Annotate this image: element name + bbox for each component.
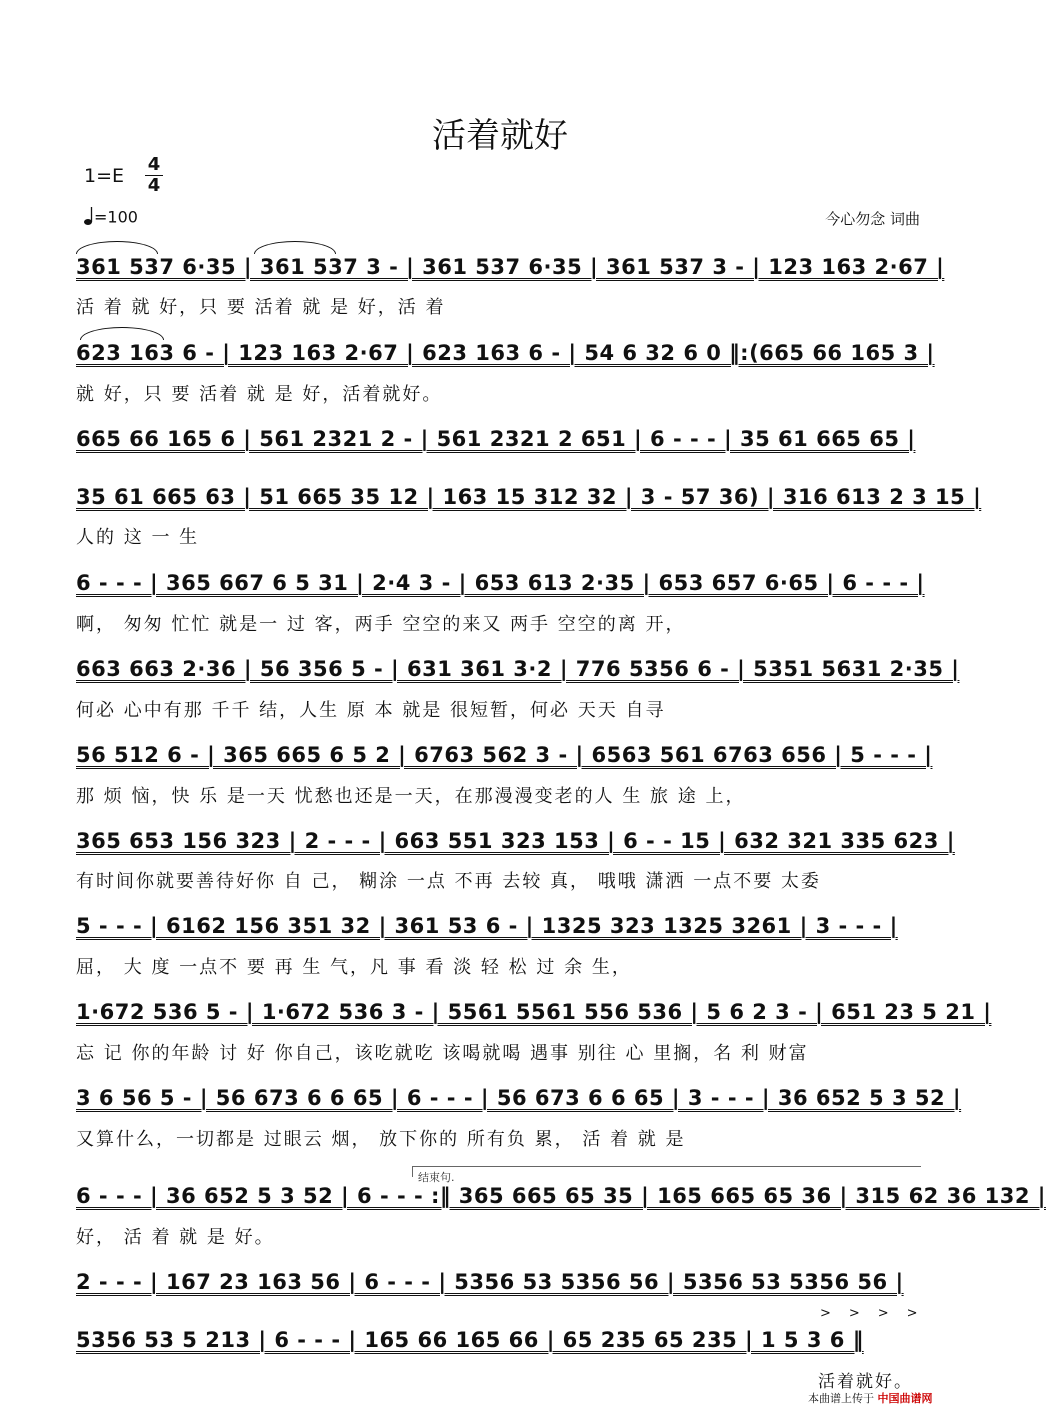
ending-bracket [412,1166,921,1177]
lyric-line-10: 忘 记 你的年龄 讨 好 你自己，该吃就吃 该喝就喝 遇事 别往 心 里搁，名 利 财富 [76,1043,809,1064]
staff-notes: 6 - - - | 365 667 6 5 31 | 2·4 3 - | 653 613 2·35 | 653 657 6·65 | 6 - - - | [76,571,925,595]
quarter-note-icon [84,206,94,230]
staff-notes: 5 - - - | 6162 156 351 32 | 361 53 6 - | 1325 323 1325 3261 | 3 - - - | [76,914,898,938]
staff-notes: 5356 53 5 213 | 6 - - - | 165 66 165 66 | 65 235 65 235 | 1 5 3 6 ‖ [76,1328,864,1352]
key-signature: 1=E [84,165,125,187]
staff-3 [76,427,926,467]
site-logo: 中国曲谱网 [877,1392,933,1405]
staff-2 [76,341,935,381]
staff-9 [76,914,926,954]
staff-notes: 56 512 6 - | 365 665 6 5 2 | 6763 562 3 - | 6563 561 6763 656 | 5 - - - | [76,743,933,767]
ending-label: 结束句. [418,1171,455,1184]
staff-12 [76,1184,1046,1224]
lyric-line-11: 又算什么，一切都是 过眼云 烟， 放下你的 所有负 累， 活 着 就 是 [76,1129,686,1150]
staff-notes: 663 663 2·36 | 56 356 5 - | 631 361 3·2 | 776 5356 6 - | 5351 5631 2·35 | [76,657,960,681]
tempo-value: =100 [94,207,138,227]
lyric-line-12: 好， 活 着 就 是 好。 [76,1227,275,1248]
tempo-marking [84,206,138,230]
lyric-line-6: 何必 心中有那 千千 结，人生 原 本 就是 很短暂，何必 天天 自寻 [76,700,666,721]
meter-bottom: 4 [147,175,161,196]
staff-8 [76,829,955,869]
lyric-line-1: 活 着 就 好，只 要 活着 就 是 好，活 着 [76,297,446,318]
staff-notes: 1·672 536 5 - | 1·672 536 3 - | 5561 5561 556 536 | 5 6 2 3 - | 651 23 5 21 | [76,1000,992,1024]
staff-notes: 365 653 156 323 | 2 - - - | 663 551 323 153 | 6 - - 15 | 632 321 335 623 | [76,829,955,853]
lyric-line-2: 就 好，只 要 活着 就 是 好，活着就好。 [76,384,443,405]
footer-text: 本曲谱上传于 [808,1392,874,1405]
staff-13 [76,1270,926,1310]
footer [808,1390,933,1406]
lyric-line-7: 那 烦 恼，快 乐 是一天 忧愁也还是一天，在那漫漫变老的人 生 旅 途 上， [76,786,746,807]
page-title: 活着就好 [432,116,568,156]
lyric-line-9: 屈， 大 度 一点不 要 再 生 气，凡 事 看 淡 轻 松 过 余 生， [76,957,632,978]
staff-7 [76,743,933,783]
staff-11 [76,1086,962,1126]
staff-5 [76,571,926,611]
composer-credit: 今心勿念 词曲 [825,210,920,228]
lyric-line-4: 人的 这 一 生 [76,527,200,548]
staff-14 [76,1328,926,1368]
lyric-line-5: 啊， 匆匆 忙忙 就是一 过 客，两手 空空的来又 两手 空空的离 开， [76,614,686,635]
staff-notes: 361 537 6·35 | 361 537 3 - | 361 537 6·35 | 361 537 3 - | 123 163 2·67 | [76,255,945,279]
staff-notes: 35 61 665 63 | 51 665 35 12 | 163 15 312 32 | 3 - 57 36) | 316 613 2 3 15 | [76,485,982,509]
staff-notes: 665 66 165 6 | 561 2321 2 - | 561 2321 2 651 | 6 - - - | 35 61 665 65 | [76,427,916,451]
staff-notes: 3 6 56 5 - | 56 673 6 6 65 | 6 - - - | 56 673 6 6 65 | 3 - - - | 36 652 5 3 52 | [76,1086,962,1110]
staff-4 [76,485,982,525]
time-signature [145,155,163,196]
lyric-line-8: 有时间你就要善待好你 自 己， 糊涂 一点 不再 去较 真， 哦哦 潇洒 一点不要 太委 [76,871,821,892]
meter-top: 4 [147,154,161,175]
staff-notes: 623 163 6 - | 123 163 2·67 | 623 163 6 - | 54 6 32 6 0 ‖:(665 66 165 3 | [76,341,935,365]
staff-notes: 6 - - - | 36 652 5 3 52 | 6 - - - :‖ 365 665 65 35 | 165 665 65 36 | 315 62 36 132 | [76,1184,1046,1208]
staff-10 [76,1000,992,1040]
staff-1 [76,255,945,295]
staff-6 [76,657,960,697]
staff-notes: 2 - - - | 167 23 163 56 | 6 - - - | 5356 53 5356 56 | 5356 53 5356 56 | [76,1270,904,1294]
accent-marks: >>>> [820,1306,936,1321]
final-lyric: 活着就好。 [818,1372,913,1392]
